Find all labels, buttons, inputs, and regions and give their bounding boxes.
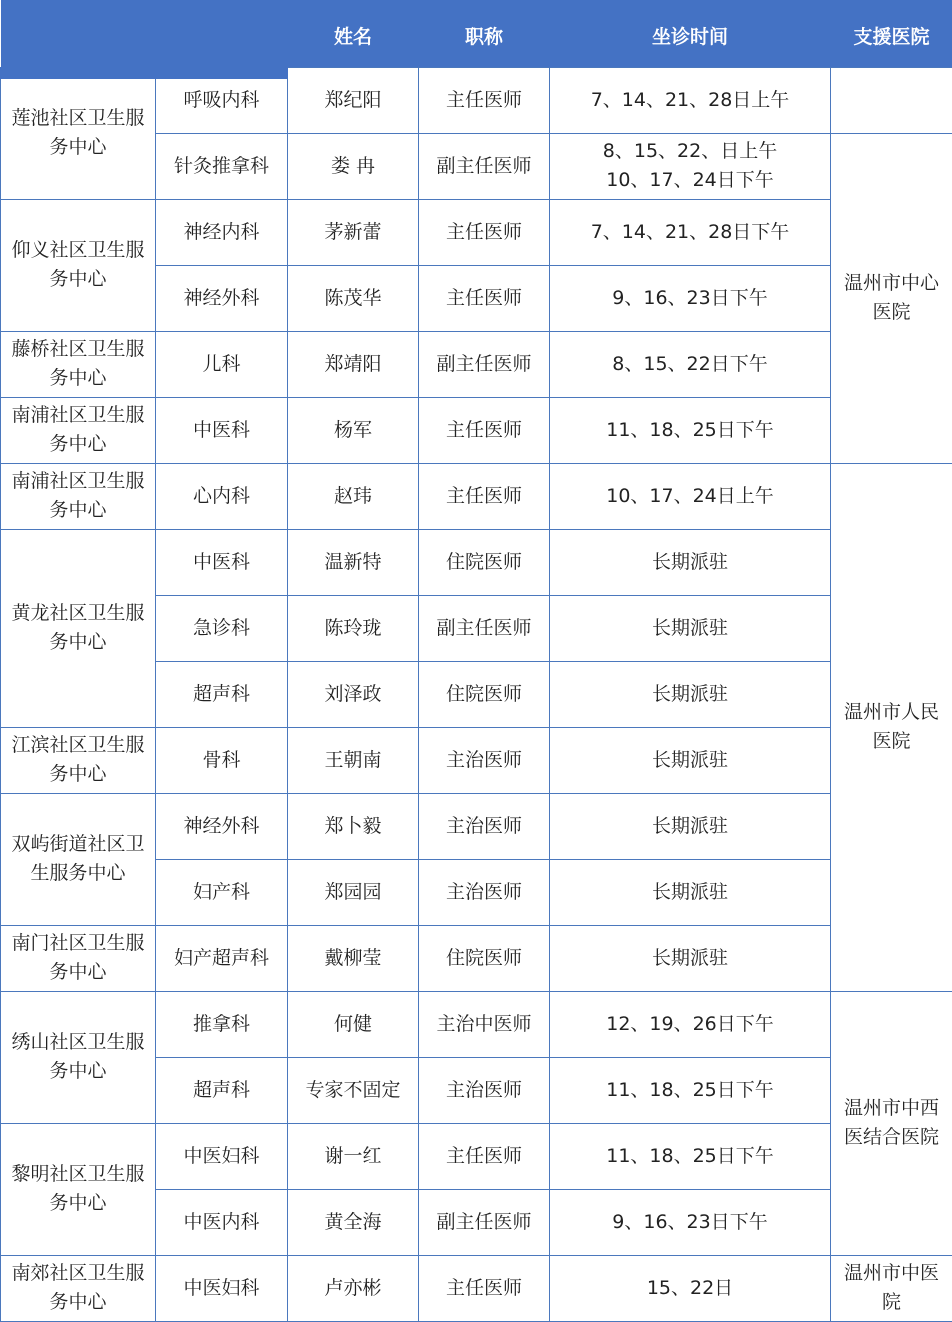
table-row (1, 925, 952, 991)
center-cell: 仰义社区卫生服务中心 (1, 199, 156, 331)
dept-cell: 儿科 (156, 331, 288, 397)
doctor-title-cell: 主任医师 (419, 67, 550, 133)
doctor-name-cell: 陈玲珑 (288, 595, 419, 661)
hospital-cell: 温州市人民医院 (831, 463, 952, 991)
clinic-time-cell: 长期派驻 (550, 661, 831, 727)
clinic-time-cell: 长期派驻 (550, 925, 831, 991)
clinic-time-cell: 长期派驻 (550, 727, 831, 793)
clinic-time-cell: 11、18、25日下午 (550, 1057, 831, 1123)
table-row (1, 991, 952, 1057)
doctor-name-cell: 陈茂华 (288, 265, 419, 331)
dept-cell: 心内科 (156, 463, 288, 529)
doctor-name-cell: 刘泽政 (288, 661, 419, 727)
header-name: 姓名 (288, 0, 419, 67)
doctor-title-cell: 住院医师 (419, 529, 550, 595)
dept-cell: 神经外科 (156, 793, 288, 859)
doctor-name-cell: 卢亦彬 (288, 1255, 419, 1321)
hospital-cell: 温州市中医院 (831, 1255, 952, 1321)
table-row (1, 1255, 952, 1321)
clinic-time-cell: 9、16、23日下午 (550, 1189, 831, 1255)
hospital-cell: 温州市中心医院 (831, 133, 952, 463)
clinic-time-cell: 11、18、25日下午 (550, 397, 831, 463)
dept-cell: 中医妇科 (156, 1255, 288, 1321)
doctor-title-cell: 住院医师 (419, 661, 550, 727)
dept-cell: 超声科 (156, 1057, 288, 1123)
table-row (1, 199, 952, 265)
dept-cell: 急诊科 (156, 595, 288, 661)
doctor-title-cell: 主治医师 (419, 727, 550, 793)
dept-cell: 神经内科 (156, 199, 288, 265)
doctor-name-cell: 黄全海 (288, 1189, 419, 1255)
doctor-name-cell: 郑卜毅 (288, 793, 419, 859)
dept-cell: 呼吸内科 (156, 67, 288, 133)
header-center (1, 0, 156, 67)
clinic-time-cell: 11、18、25日下午 (550, 1123, 831, 1189)
doctor-name-cell: 戴柳莹 (288, 925, 419, 991)
center-cell: 南门社区卫生服务中心 (1, 925, 156, 991)
dept-cell: 中医科 (156, 529, 288, 595)
doctor-name-cell: 杨军 (288, 397, 419, 463)
doctor-title-cell: 副主任医师 (419, 1189, 550, 1255)
doctor-title-cell: 住院医师 (419, 925, 550, 991)
center-cell: 双屿街道社区卫生服务中心 (1, 793, 156, 925)
doctor-name-cell: 谢一红 (288, 1123, 419, 1189)
dept-cell: 妇产科 (156, 859, 288, 925)
dept-cell: 中医妇科 (156, 1123, 288, 1189)
table-row (1, 331, 952, 397)
doctor-title-cell: 主任医师 (419, 397, 550, 463)
doctor-name-cell: 何健 (288, 991, 419, 1057)
dept-cell: 神经外科 (156, 265, 288, 331)
doctor-name-cell: 赵玮 (288, 463, 419, 529)
clinic-time-cell: 12、19、26日下午 (550, 991, 831, 1057)
doctor-title-cell: 主任医师 (419, 463, 550, 529)
doctor-title-cell: 主治中医师 (419, 991, 550, 1057)
center-cell: 绣山社区卫生服务中心 (1, 991, 156, 1123)
table-row (1, 1123, 952, 1189)
dept-cell: 推拿科 (156, 991, 288, 1057)
doctor-title-cell: 主任医师 (419, 1255, 550, 1321)
center-cell: 莲池社区卫生服务中心 (1, 67, 156, 199)
table-row (1, 793, 952, 859)
doctor-title-cell: 主治医师 (419, 1057, 550, 1123)
dept-cell: 中医科 (156, 397, 288, 463)
center-cell: 南浦社区卫生服务中心 (1, 397, 156, 463)
center-cell: 藤桥社区卫生服务中心 (1, 331, 156, 397)
clinic-time-cell: 7、14、21、28日下午 (550, 199, 831, 265)
table-row (1, 727, 952, 793)
table-row (1, 397, 952, 463)
doctor-title-cell: 主任医师 (419, 265, 550, 331)
clinic-time-cell: 15、22日 (550, 1255, 831, 1321)
doctor-title-cell: 副主任医师 (419, 595, 550, 661)
clinic-time-cell: 9、16、23日下午 (550, 265, 831, 331)
center-cell: 南浦社区卫生服务中心 (1, 463, 156, 529)
dept-cell: 中医内科 (156, 1189, 288, 1255)
doctor-title-cell: 主任医师 (419, 1123, 550, 1189)
clinic-time-cell: 8、15、22日下午 (550, 331, 831, 397)
doctor-title-cell: 主治医师 (419, 859, 550, 925)
doctor-name-cell: 茅新蕾 (288, 199, 419, 265)
doctor-title-cell: 主任医师 (419, 199, 550, 265)
header-time: 坐诊时间 (550, 0, 831, 67)
hospital-cell: 温州市中西医结合医院 (831, 991, 952, 1255)
doctor-name-cell: 郑园园 (288, 859, 419, 925)
header-dept (156, 0, 288, 67)
table-row (1, 529, 952, 595)
center-cell: 江滨社区卫生服务中心 (1, 727, 156, 793)
clinic-time-cell: 长期派驻 (550, 793, 831, 859)
doctor-title-cell: 副主任医师 (419, 133, 550, 199)
clinic-time-cell (550, 133, 831, 199)
doctor-title-cell: 主治医师 (419, 793, 550, 859)
hospital-cell-empty (831, 67, 952, 133)
doctor-name-cell: 郑纪阳 (288, 67, 419, 133)
doctor-name-cell: 郑靖阳 (288, 331, 419, 397)
doctor-title-cell: 副主任医师 (419, 331, 550, 397)
doctor-name-cell: 温新特 (288, 529, 419, 595)
dept-cell: 骨科 (156, 727, 288, 793)
center-cell: 黄龙社区卫生服务中心 (1, 529, 156, 727)
header-title: 职称 (419, 0, 550, 67)
clinic-time-cell: 7、14、21、28日上午 (550, 67, 831, 133)
clinic-time-cell: 10、17、24日上午 (550, 463, 831, 529)
dept-cell: 超声科 (156, 661, 288, 727)
clinic-time-line: 8、15、22、日上午 (553, 137, 827, 166)
header-accent-strip (0, 67, 288, 79)
dept-cell: 针灸推拿科 (156, 133, 288, 199)
header-hospital: 支援医院 (831, 0, 952, 67)
dept-cell: 妇产超声科 (156, 925, 288, 991)
doctor-name-cell: 王朝南 (288, 727, 419, 793)
doctor-name-cell: 专家不固定 (288, 1057, 419, 1123)
header-row (1, 0, 952, 67)
doctor-name-cell: 娄 冉 (288, 133, 419, 199)
clinic-time-cell: 长期派驻 (550, 529, 831, 595)
clinic-time-cell: 长期派驻 (550, 859, 831, 925)
center-cell: 黎明社区卫生服务中心 (1, 1123, 156, 1255)
center-cell: 南郊社区卫生服务中心 (1, 1255, 156, 1321)
clinic-time-line: 10、17、24日下午 (553, 166, 827, 195)
clinic-time-cell: 长期派驻 (550, 595, 831, 661)
table-row (1, 463, 952, 529)
